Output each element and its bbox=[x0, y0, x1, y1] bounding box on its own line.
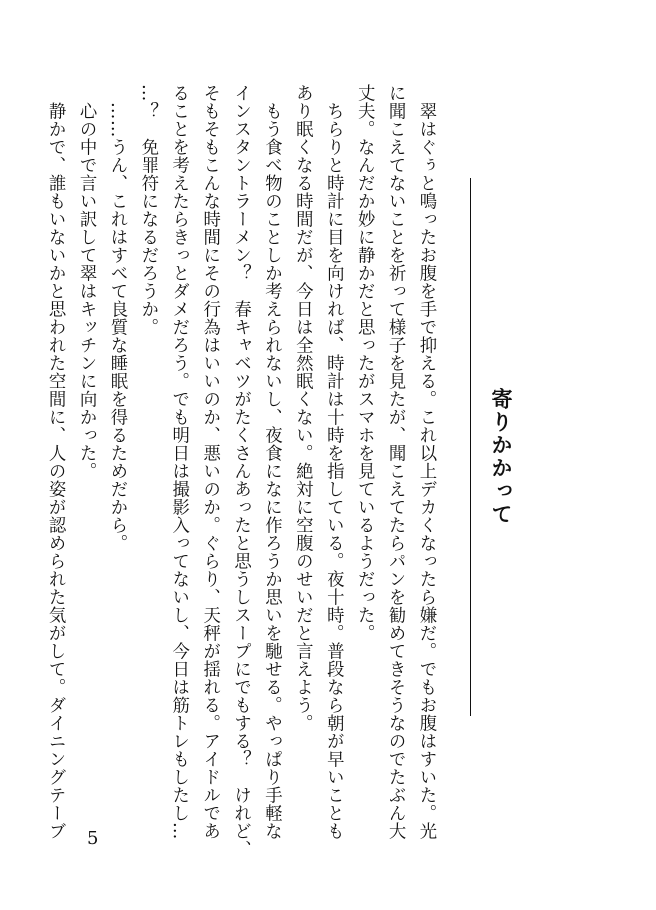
body-line: 静かで、誰もいないかと思われた空間に、人の姿が認められた気がして。ダイニングテーブ bbox=[45, 84, 66, 840]
body-line: 丈夫。なんだか妙に静かだと思ったがスマホを見ているようだった。 bbox=[354, 84, 375, 642]
body-line: に聞こえてないことを祈って様子を見たが、聞こえてたらパンを勧めてきそうなのでたぶん大 bbox=[385, 84, 406, 840]
body-line: インスタントラーメン？ 春キャベツがたくさんあったと思うしスープにでもする？ けれど、 bbox=[230, 84, 251, 858]
body-line: ることを考えたらきっとダメだろう。でも明日は撮影入ってないし、今日は筋トレもしたし… bbox=[168, 84, 189, 840]
body-line: 心の中で言い訳して翠はキッチンに向かった。 bbox=[76, 84, 97, 480]
body-text bbox=[45, 84, 441, 858]
body-line: ちらりと時計に目を向ければ、時計は十時を指している。夜十時。普段なら朝が早いことも bbox=[323, 84, 344, 840]
body-line: ……うん、これはすべて良質な睡眠を得るためだから。 bbox=[106, 84, 127, 552]
page-number: 5 bbox=[87, 828, 99, 849]
chapter-title: 寄りかかって bbox=[489, 388, 513, 526]
title-rule-divider bbox=[470, 178, 471, 716]
body-line: あり眠くなる時間だが、今日は全然眠くない。絶対に空腹のせいだと言えよう。 bbox=[292, 84, 313, 732]
body-line: そもそもこんな時間にその行為はいいのか、悪いのか。ぐらり、天秤が揺れる。アイドルであ bbox=[199, 84, 220, 840]
body-line: …？ 免罪符になるだろうか。 bbox=[137, 84, 158, 336]
body-line: もう食べ物のことしか考えられないし、夜食になに作ろうか思いを馳せる。やっぱり手軽な bbox=[261, 84, 282, 840]
body-line: 翠はぐぅと鳴ったお腹を手で抑える。これ以上デカくなったら嫌だ。でもお腹はすいた。光 bbox=[416, 84, 436, 840]
chapter-heading bbox=[466, 178, 526, 716]
